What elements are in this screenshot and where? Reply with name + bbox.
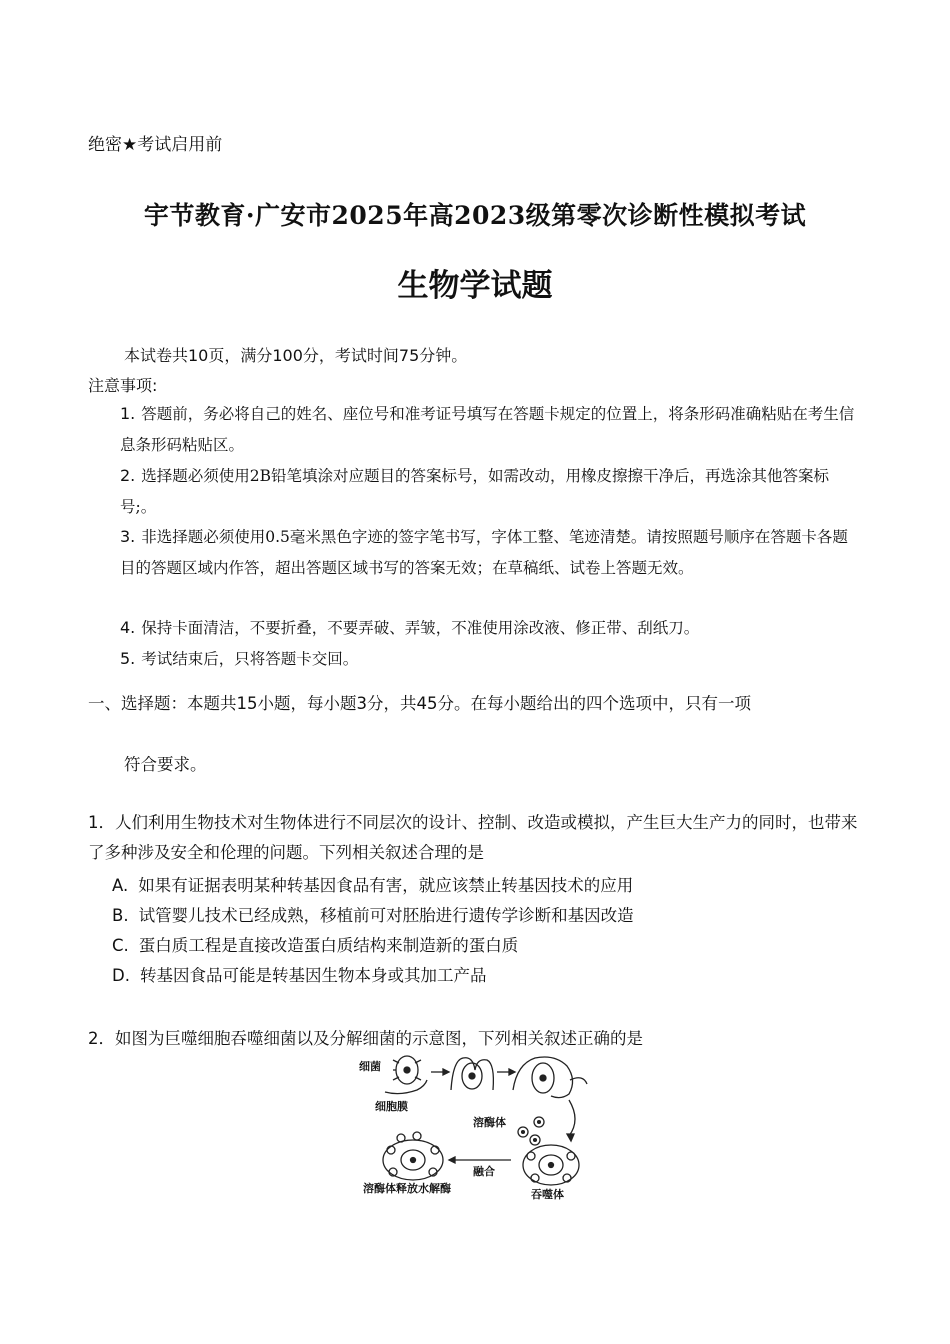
notice-item-text: 答题前，务必将自己的姓名、座位号和准考证号填写在答题卡规定的位置上，将条形码准确粘贴在考生信息条形码粘贴区。 xyxy=(120,405,855,454)
notice-item xyxy=(120,521,860,584)
exam-intro: 本试卷共10页，满分100分，考试时间75分钟。 xyxy=(124,346,468,365)
notice-item-text: 保持卡面清洁，不要折叠，不要弄破、弄皱，不准使用涂改液、修正带、刮纸刀。 xyxy=(141,619,700,637)
option-letter: B. xyxy=(112,906,129,925)
notice-item-number: 5. xyxy=(120,649,136,668)
option-letter: A. xyxy=(112,876,129,895)
question-1-option-b xyxy=(112,902,634,926)
question-1-option-a xyxy=(112,872,633,896)
notice-item-text: 非选择题必须使用0.5毫米黑色字迹的签字笔书写，字体工整、笔迹清楚。请按照题号顺序在答题卡各题目的答题区域内作答，超出答题区域书写的答案无效；在草稿纸、试卷上答题无效。 xyxy=(120,528,848,577)
notice-item xyxy=(120,612,860,644)
figure-label-phagosome: 吞噬体 xyxy=(531,1188,564,1201)
question-1-option-d xyxy=(112,962,486,986)
notice-item-number: 4. xyxy=(120,618,136,637)
notice-item-number: 2. xyxy=(120,466,136,485)
option-text: 蛋白质工程是直接改造蛋白质结构来制造新的蛋白质 xyxy=(138,936,519,955)
phagocytosis-figure xyxy=(355,1050,600,1205)
exam-title: 宇节教育·广安市2025年高2023级第零次诊断性模拟考试 xyxy=(143,201,807,230)
figure-label-lysosome: 溶酶体 xyxy=(473,1116,506,1129)
bacterium-shape xyxy=(393,1056,421,1084)
option-text: 转基因食品可能是转基因生物本身或其加工产品 xyxy=(139,966,487,985)
notice-item xyxy=(120,460,860,523)
option-text: 如果有证据表明某种转基因食品有害，就应该禁止转基因技术的应用 xyxy=(138,876,634,895)
notice-item-number: 1. xyxy=(120,404,136,423)
confidential-label: 绝密★考试启用前 xyxy=(88,135,223,155)
notice-item-number: 3. xyxy=(120,527,136,546)
question-1-stem: 1．人们利用生物技术对生物体进行不同层次的设计、控制、改造或模拟，产生巨大生产力的同时，也带来了多种涉及安全和伦理的问题。下列相关叙述合理的是 xyxy=(88,813,858,862)
notice-heading: 注意事项: xyxy=(88,376,158,395)
question-1-option-c xyxy=(112,932,518,956)
option-letter: C. xyxy=(112,936,129,955)
exam-subtitle: 生物学试题 xyxy=(397,268,553,304)
question-2-stem: 2．如图为巨噬细胞吞噬细菌以及分解细菌的示意图，下列相关叙述正确的是 xyxy=(88,1029,643,1048)
figure-label-release: 溶酶体释放水解酶 xyxy=(363,1182,451,1195)
section-heading-continued: 符合要求。 xyxy=(124,755,207,774)
notice-item-text: 考试结束后，只将答题卡交回。 xyxy=(141,650,359,668)
section-heading: 一、选择题：本题共15小题，每小题3分，共45分。在每小题给出的四个选项中，只有一项 xyxy=(88,694,751,713)
notice-item-text: 选择题必须使用2B铅笔填涂对应题目的答案标号，如需改动，用橡皮擦擦干净后，再选涂其他答案标号;。 xyxy=(120,467,830,516)
figure-label-bacteria: 细菌 xyxy=(359,1060,381,1073)
figure-label-membrane: 细胞膜 xyxy=(375,1100,408,1113)
figure-label-fusion: 融合 xyxy=(473,1165,495,1178)
option-text: 试管婴儿技术已经成熟，移植前可对胚胎进行遗传学诊断和基因改造 xyxy=(138,906,634,925)
option-letter: D. xyxy=(112,966,130,985)
notice-item xyxy=(120,398,860,461)
notice-item xyxy=(120,643,860,675)
